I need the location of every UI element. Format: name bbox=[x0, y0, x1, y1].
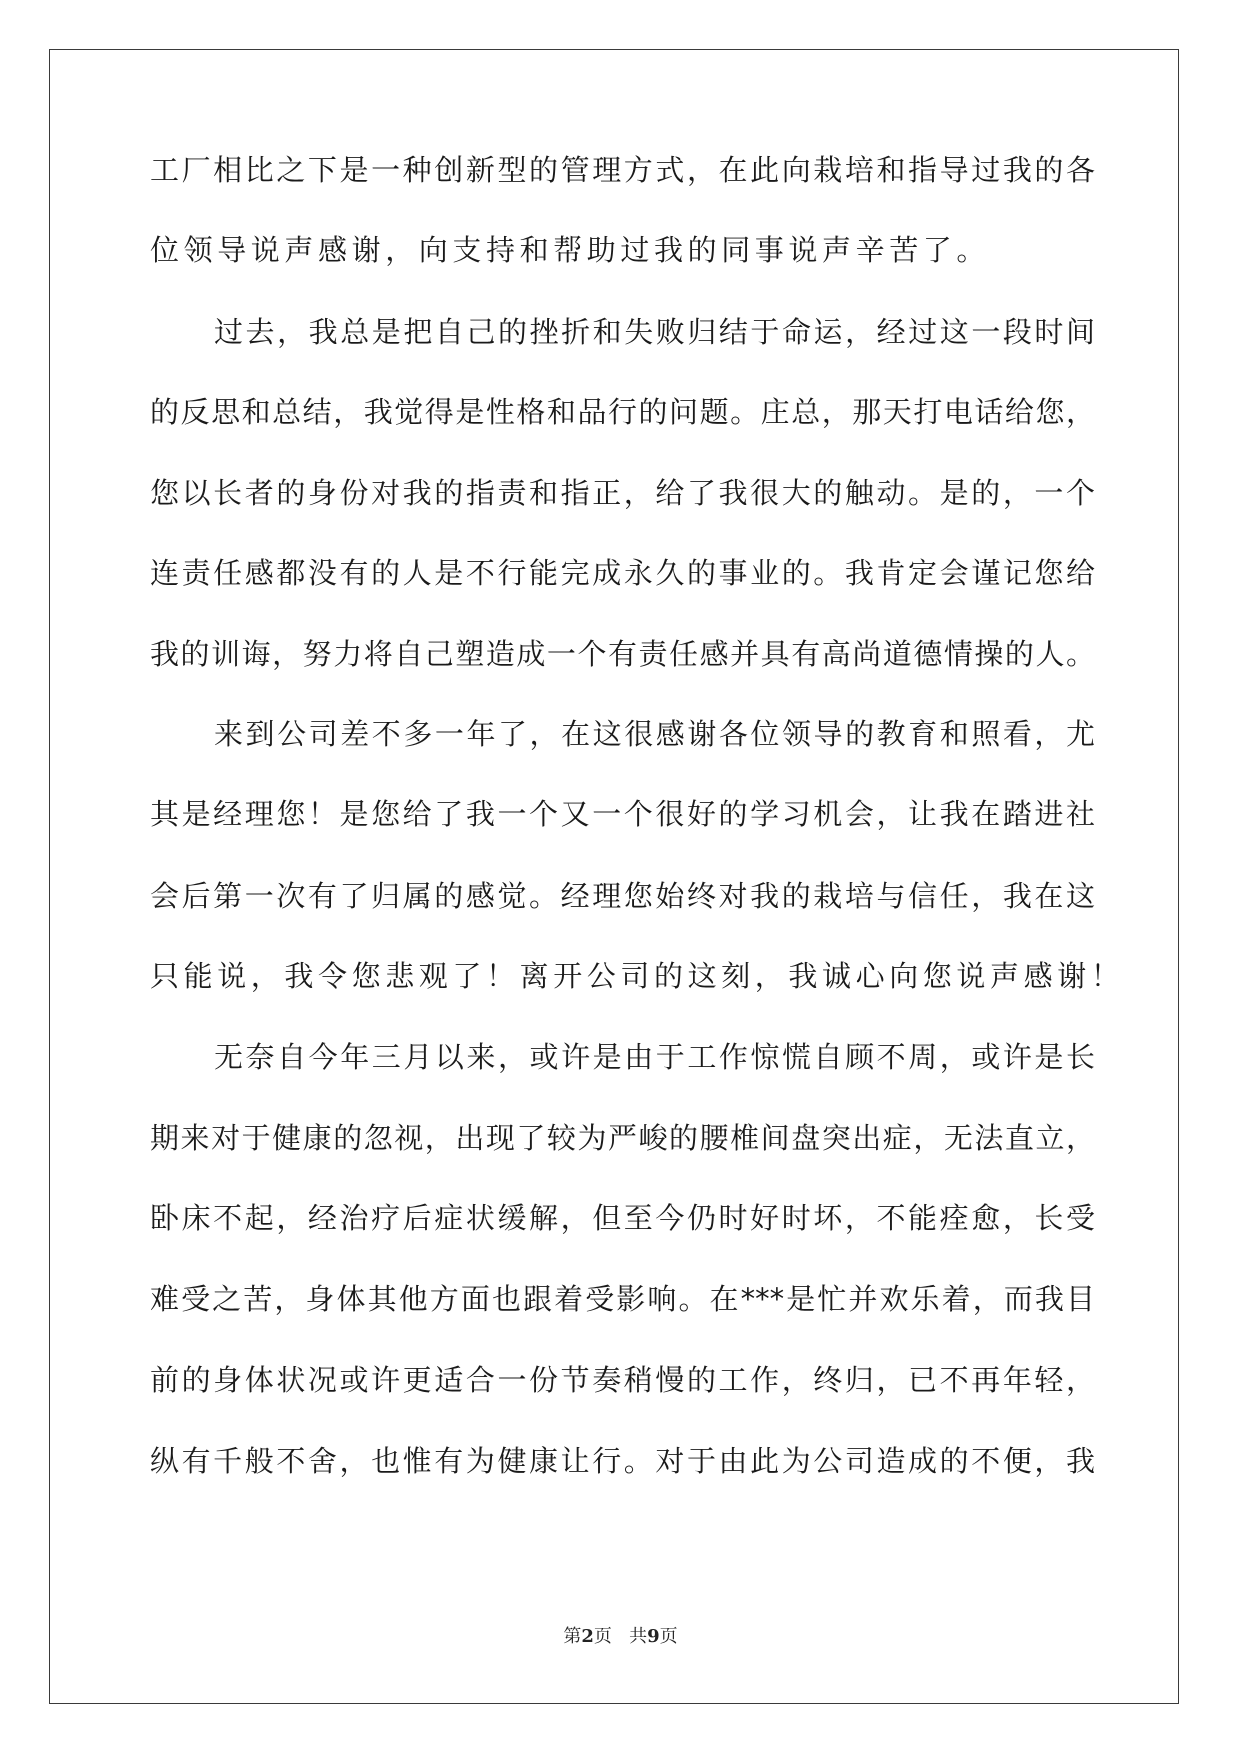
current-page-number: 2 bbox=[581, 1626, 594, 1647]
text-line: 我的训诲，努力将自己塑造成一个有责任感并具有高尚道德情操的人。 bbox=[150, 637, 1095, 671]
paragraph-first-line: 过去，我总是把自己的挫折和失败归结于命运，经过这一段时间 bbox=[214, 315, 1095, 349]
text-line: 会后第一次有了归属的感觉。经理您始终对我的栽培与信任，我在这 bbox=[150, 879, 1095, 913]
page-footer bbox=[0, 1622, 1241, 1648]
text-line: 卧床不起，经治疗后症状缓解，但至今仍时好时坏，不能痊愈，长受 bbox=[150, 1201, 1095, 1235]
paragraph-first-line: 来到公司差不多一年了，在这很感谢各位领导的教育和照看，尤 bbox=[214, 717, 1095, 751]
text-line: 其是经理您！是您给了我一个又一个很好的学习机会，让我在踏进社 bbox=[150, 797, 1095, 831]
paragraph-first-line: 无奈自今年三月以来，或许是由于工作惊慌自顾不周，或许是长 bbox=[214, 1040, 1095, 1074]
footer-page-suffix: 页 bbox=[593, 1626, 612, 1647]
text-line: 的反思和总结，我觉得是性格和品行的问题。庄总，那天打电话给您， bbox=[150, 395, 1095, 429]
footer-prefix: 第 bbox=[563, 1626, 582, 1647]
footer-total-suffix: 页 bbox=[659, 1626, 678, 1647]
text-line: 只能说，我令您悲观了！离开公司的这刻，我诚心向您说声感谢！ bbox=[150, 959, 1125, 993]
text-line: 前的身体状况或许更适合一份节奏稍慢的工作，终归，已不再年轻， bbox=[150, 1363, 1095, 1397]
footer-total-prefix: 共 bbox=[629, 1626, 648, 1647]
text-line: 期来对于健康的忽视，出现了较为严峻的腰椎间盘突出症，无法直立， bbox=[150, 1121, 1095, 1155]
text-line: 纵有千般不舍，也惟有为健康让行。对于由此为公司造成的不便，我 bbox=[150, 1444, 1095, 1478]
text-line: 您以长者的身份对我的指责和指正，给了我很大的触动。是的，一个 bbox=[150, 476, 1095, 510]
text-line: 难受之苦，身体其他方面也跟着受影响。在***是忙并欢乐着，而我目 bbox=[150, 1282, 1095, 1316]
text-line: 位领导说声感谢，向支持和帮助过我的同事说声辛苦了。 bbox=[150, 233, 991, 267]
total-page-count: 9 bbox=[647, 1626, 660, 1647]
text-line: 工厂相比之下是一种创新型的管理方式，在此向栽培和指导过我的各 bbox=[150, 153, 1095, 187]
text-line: 连责任感都没有的人是不行能完成永久的事业的。我肯定会谨记您给 bbox=[150, 556, 1095, 590]
